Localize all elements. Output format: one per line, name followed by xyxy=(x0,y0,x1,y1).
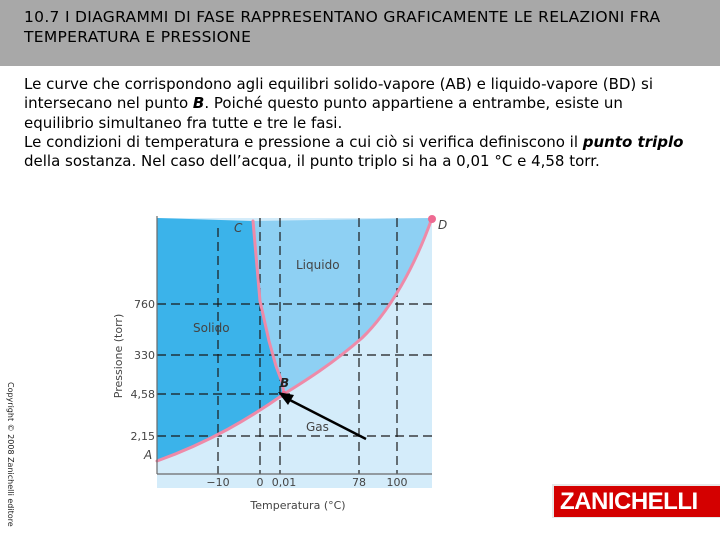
title-text: I DIAGRAMMI DI FASE RAPPRESENTANO GRAFICAMENTE LE RELAZIONI FRA TEMPERATURA E PRESSIONE xyxy=(24,8,661,46)
p2-text-c: della sostanza. Nel caso dell’acqua, il punto triplo si ha a 0,01 °C e 4,58 torr. xyxy=(24,152,600,171)
label-liquid: Liquido xyxy=(296,258,340,272)
x-tick-0-01: 0,01 xyxy=(271,476,297,489)
y-tick-2-15: 2,15 xyxy=(130,430,155,443)
p1-text-a: Le curve che corrispondono agli equilibri solido-vapore (AB) e liquido-vapore (BD) si intersecano nel punto xyxy=(24,75,654,113)
body-text xyxy=(24,75,694,171)
x-tick-100: 100 xyxy=(386,476,408,489)
label-solid: Solido xyxy=(193,321,230,335)
p2-triple-point: punto triplo xyxy=(582,132,684,151)
y-tick-330: 330 xyxy=(134,349,155,362)
p1-point-b: B xyxy=(192,94,205,113)
label-point-a: A xyxy=(144,448,153,462)
y-axis-title: Pressione (torr) xyxy=(112,313,125,399)
y-tick-labels xyxy=(131,298,156,443)
paragraph-2 xyxy=(24,133,694,172)
label-point-d: D xyxy=(438,218,448,232)
copyright-text: Copyright © 2008 Zanichelli editore xyxy=(6,382,15,527)
section-number: 10.7 xyxy=(24,8,60,26)
logo-text: ZANICHELLI xyxy=(560,488,698,515)
publisher-logo xyxy=(552,484,720,518)
phase-diagram-svg xyxy=(100,206,460,526)
x-axis-title: Temperatura (°C) xyxy=(250,499,346,512)
label-gas: Gas xyxy=(306,420,329,434)
label-point-c: C xyxy=(234,221,243,235)
x-tick-78: 78 xyxy=(352,476,366,489)
phase-diagram xyxy=(100,206,460,526)
point-d-marker xyxy=(428,215,436,223)
paragraph-1 xyxy=(24,75,694,133)
p1-text-c: . Poiché questo punto appartiene a entrambe, esiste un equilibrio simultaneo fra tutte e tre le fasi. xyxy=(24,94,623,132)
y-tick-760: 760 xyxy=(134,298,155,311)
logo-box xyxy=(554,486,720,517)
p2-text-a: Le condizioni di temperatura e pressione a cui ciò si verifica definiscono il xyxy=(24,132,583,151)
label-point-b: B xyxy=(280,376,290,390)
copyright-notice xyxy=(3,382,17,527)
x-tick-0: 0 xyxy=(256,476,264,489)
y-tick-4-58: 4,58 xyxy=(130,388,155,401)
header-bar xyxy=(0,0,720,66)
slide-title xyxy=(24,7,714,47)
x-tick-minus-10: −10 xyxy=(206,476,230,489)
